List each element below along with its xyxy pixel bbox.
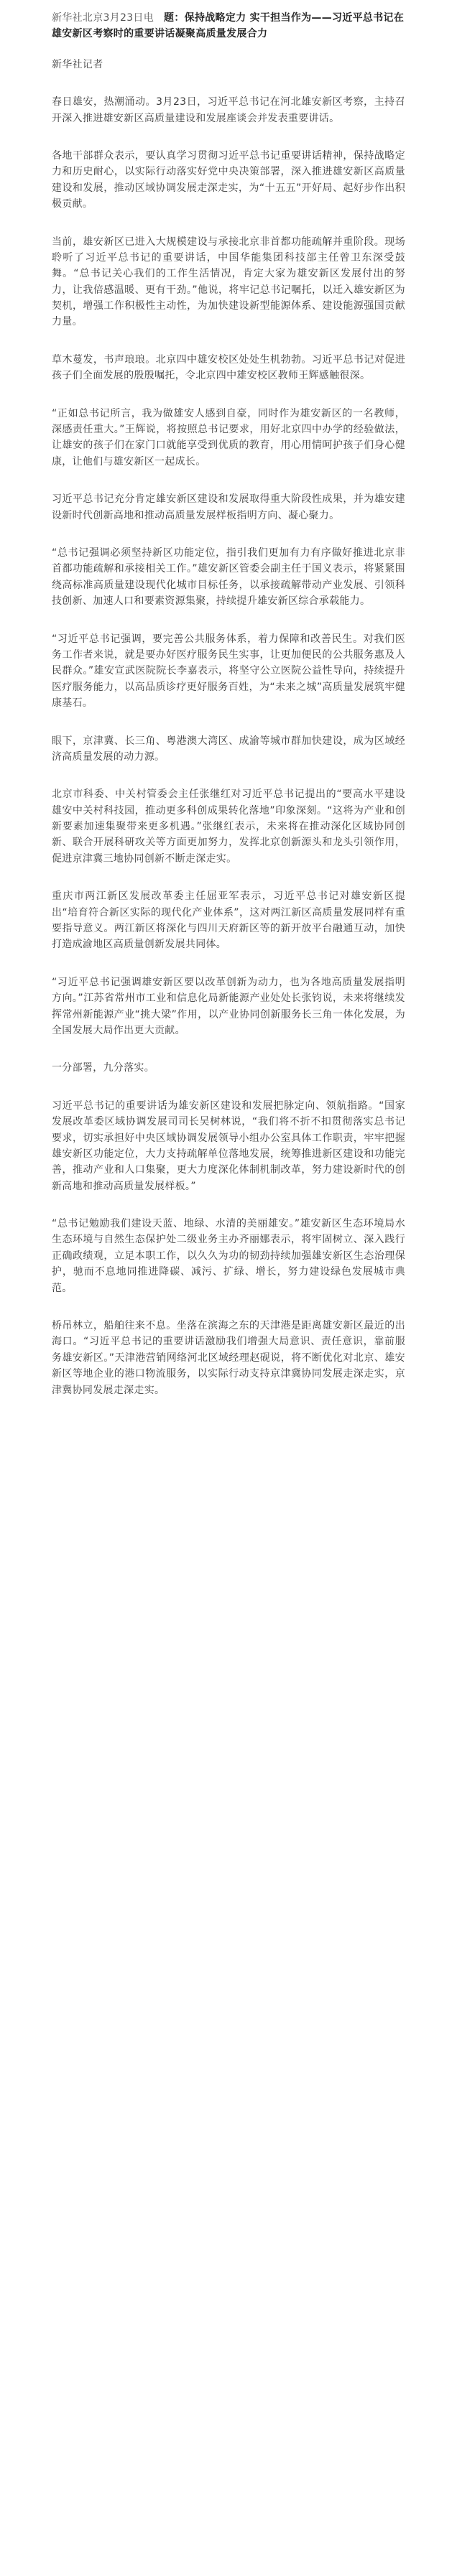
paragraph-16: 桥吊林立，船舶往来不息。坐落在滨海之东的天津港是距离雄安新区最近的出海口。“习近平总书记的重要讲话激励我们增强大局意识、责任意识，靠前服务雄安新区。”天津港营销网络河北区域经理赵砚说，将不断优化对北京、雄安新区等地企业的港口物流服务，以实际行动支持京津冀协同发展走深走实，京津冀协同发展走深走实。: [52, 1320, 405, 1396]
paragraph-4: 草木蔓发，书声琅琅。北京四中雄安校区处处生机勃勃。习近平总书记对促进孩子们全面发展的殷殷嘱托，令北京四中雄安校区教师王辉感触很深。: [52, 353, 405, 382]
paragraph-12: “习近平总书记强调雄安新区要以改革创新为动力，也为各地高质量发展指明方向。”江苏省常州市工业和信息化局新能源产业处处长张钧说，未来将继续发挥常州新能源产业“挑大梁”作用，以产业协同创新服务长三角一体化发展，为全国发展大局作出更大贡献。: [52, 976, 405, 1036]
title-prefix: 题：: [164, 12, 185, 24]
paragraph-5: “正如总书记所言，我为做雄安人感到自豪，同时作为雄安新区的一名教师，深感责任重大。”王辉说，将按照总书记要求，用好北京四中办学的经验做法，让雄安的孩子们在家门口就能享受到优质的教育，用心用情呵护孩子们身心健康，让他们与雄安新区一起成长。: [52, 407, 405, 468]
paragraph-1: 春日雄安，热潮涌动。3月23日，习近平总书记在河北雄安新区考察，主持召开深入推进雄安新区高质量建设和发展座谈会并发表重要讲话。: [52, 96, 405, 124]
dateline: 新华社北京3月23日电: [52, 12, 154, 24]
paragraph-14: 习近平总书记的重要讲话为雄安新区建设和发展把脉定向、领航指路。“国家发展改革委区域协调发展司司长吴树林说，“我们将不折不扣贯彻落实总书记要求，切实承担好中央区域协调发展领导小组办公室具体工作职责，牢牢把握雄安新区功能定位，大力支持疏解单位落地发展，统筹推进新区建设和功能完善，推动产业和人口集聚，更大力度深化体制机制改革，努力建设新时代的创新高地和推动高质量发展样板。”: [52, 1099, 405, 1192]
paragraph-15: “总书记勉励我们建设天蓝、地绿、水清的美丽雄安。”雄安新区生态环境局水生态环境与自然生态保护处二级业务主办齐丽娜表示，将牢固树立、深入践行正确政绩观，立足本职工作，以久久为功的韧劲持续加强雄安新区生态治理保护，驰而不息地同推进降碳、减污、扩绿、增长，努力建设绿色发展城市典范。: [52, 1218, 405, 1294]
paragraph-2: 各地干部群众表示，要认真学习贯彻习近平总书记重要讲话精神，保持战略定力和历史耐心，以实际行动落实好党中央决策部署，深入推进雄安新区高质量建设和发展，推动区域协调发展走深走实，为“十五五”开好局、起好步作出积极贡献。: [52, 149, 405, 210]
paragraph-9: 眼下，京津冀、长三角、粤港澳大湾区、成渝等城市群加快建设，成为区域经济高质量发展的动力源。: [52, 735, 405, 763]
article-header: [52, 10, 405, 42]
paragraph-3: 当前，雄安新区已进入大规模建设与承接北京非首都功能疏解并重阶段。现场聆听了习近平总书记的重要讲话，中国华能集团科技部主任曾卫东深受鼓舞。“总书记关心我们的工作生活情况，肯定大家为雄安新区发展付出的努力，让我倍感温暖、更有干劲。”他说，将牢记总书记嘱托，以迁入雄安新区为契机，增强工作积极性主动性，为加快建设新型能源体系、建设能源强国贡献力量。: [52, 236, 405, 328]
paragraph-7: “总书记强调必须坚持新区功能定位，指引我们更加有力有序做好推进北京非首都功能疏解和承接相关工作。”雄安新区管委会副主任于国义表示，将紧紧围绕高标准高质量建设现代化城市目标任务，以承接疏解带动产业发展、引领科技创新、加速人口和要素资源集聚，持续提升雄安新区综合承载能力。: [52, 547, 405, 608]
paragraph-6: 习近平总书记充分肯定雄安新区建设和发展取得重大阶段性成果，并为雄安建设新时代创新高地和推动高质量发展样板指明方向、凝心聚力。: [52, 493, 405, 521]
paragraph-10: 北京市科委、中关村管委会主任张继红对习近平总书记提出的“要高水平建设雄安中关村科技园，推动更多科创成果转化落地”印象深刻。“这将为产业和创新要素加速集聚带来更多机遇。”张继红表示，未来将在推动深化区域协同创新、联合开展科研攻关等方面更加努力，发挥北京创新源头和龙头引领作用，促进京津冀三地协同创新不断走深走实。: [52, 789, 405, 865]
paragraph-8: “习近平总书记强调，要完善公共服务体系，着力保障和改善民生。对我们医务工作者来说，就是要办好医疗服务民生实事，让更加便民的公共服务惠及人民群众。”雄安宣武医院院长李嘉表示，将坚守公立医院公益性导向，持续提升医疗服务能力，以高品质诊疗更好服务百姓，为“未来之城”高质量发展筑牢健康基石。: [52, 633, 405, 710]
paragraph-13: 一分部署，九分落实。: [52, 1062, 154, 1074]
byline: 新华社记者: [52, 58, 103, 70]
article-title: 保持战略定力 实干担当作为——习近平总书记在雄安新区考察时的重要讲话凝聚高质量发展合力: [52, 12, 405, 40]
paragraph-11: 重庆市两江新区发展改革委主任屈亚军表示，习近平总书记对雄安新区提出“培育符合新区实际的现代化产业体系”，这对两江新区高质量发展同样有重要指导意义。两江新区将深化与四川天府新区等的新开放平台融通互动，加快打造成渝地区高质量创新发展共同体。: [52, 891, 405, 951]
